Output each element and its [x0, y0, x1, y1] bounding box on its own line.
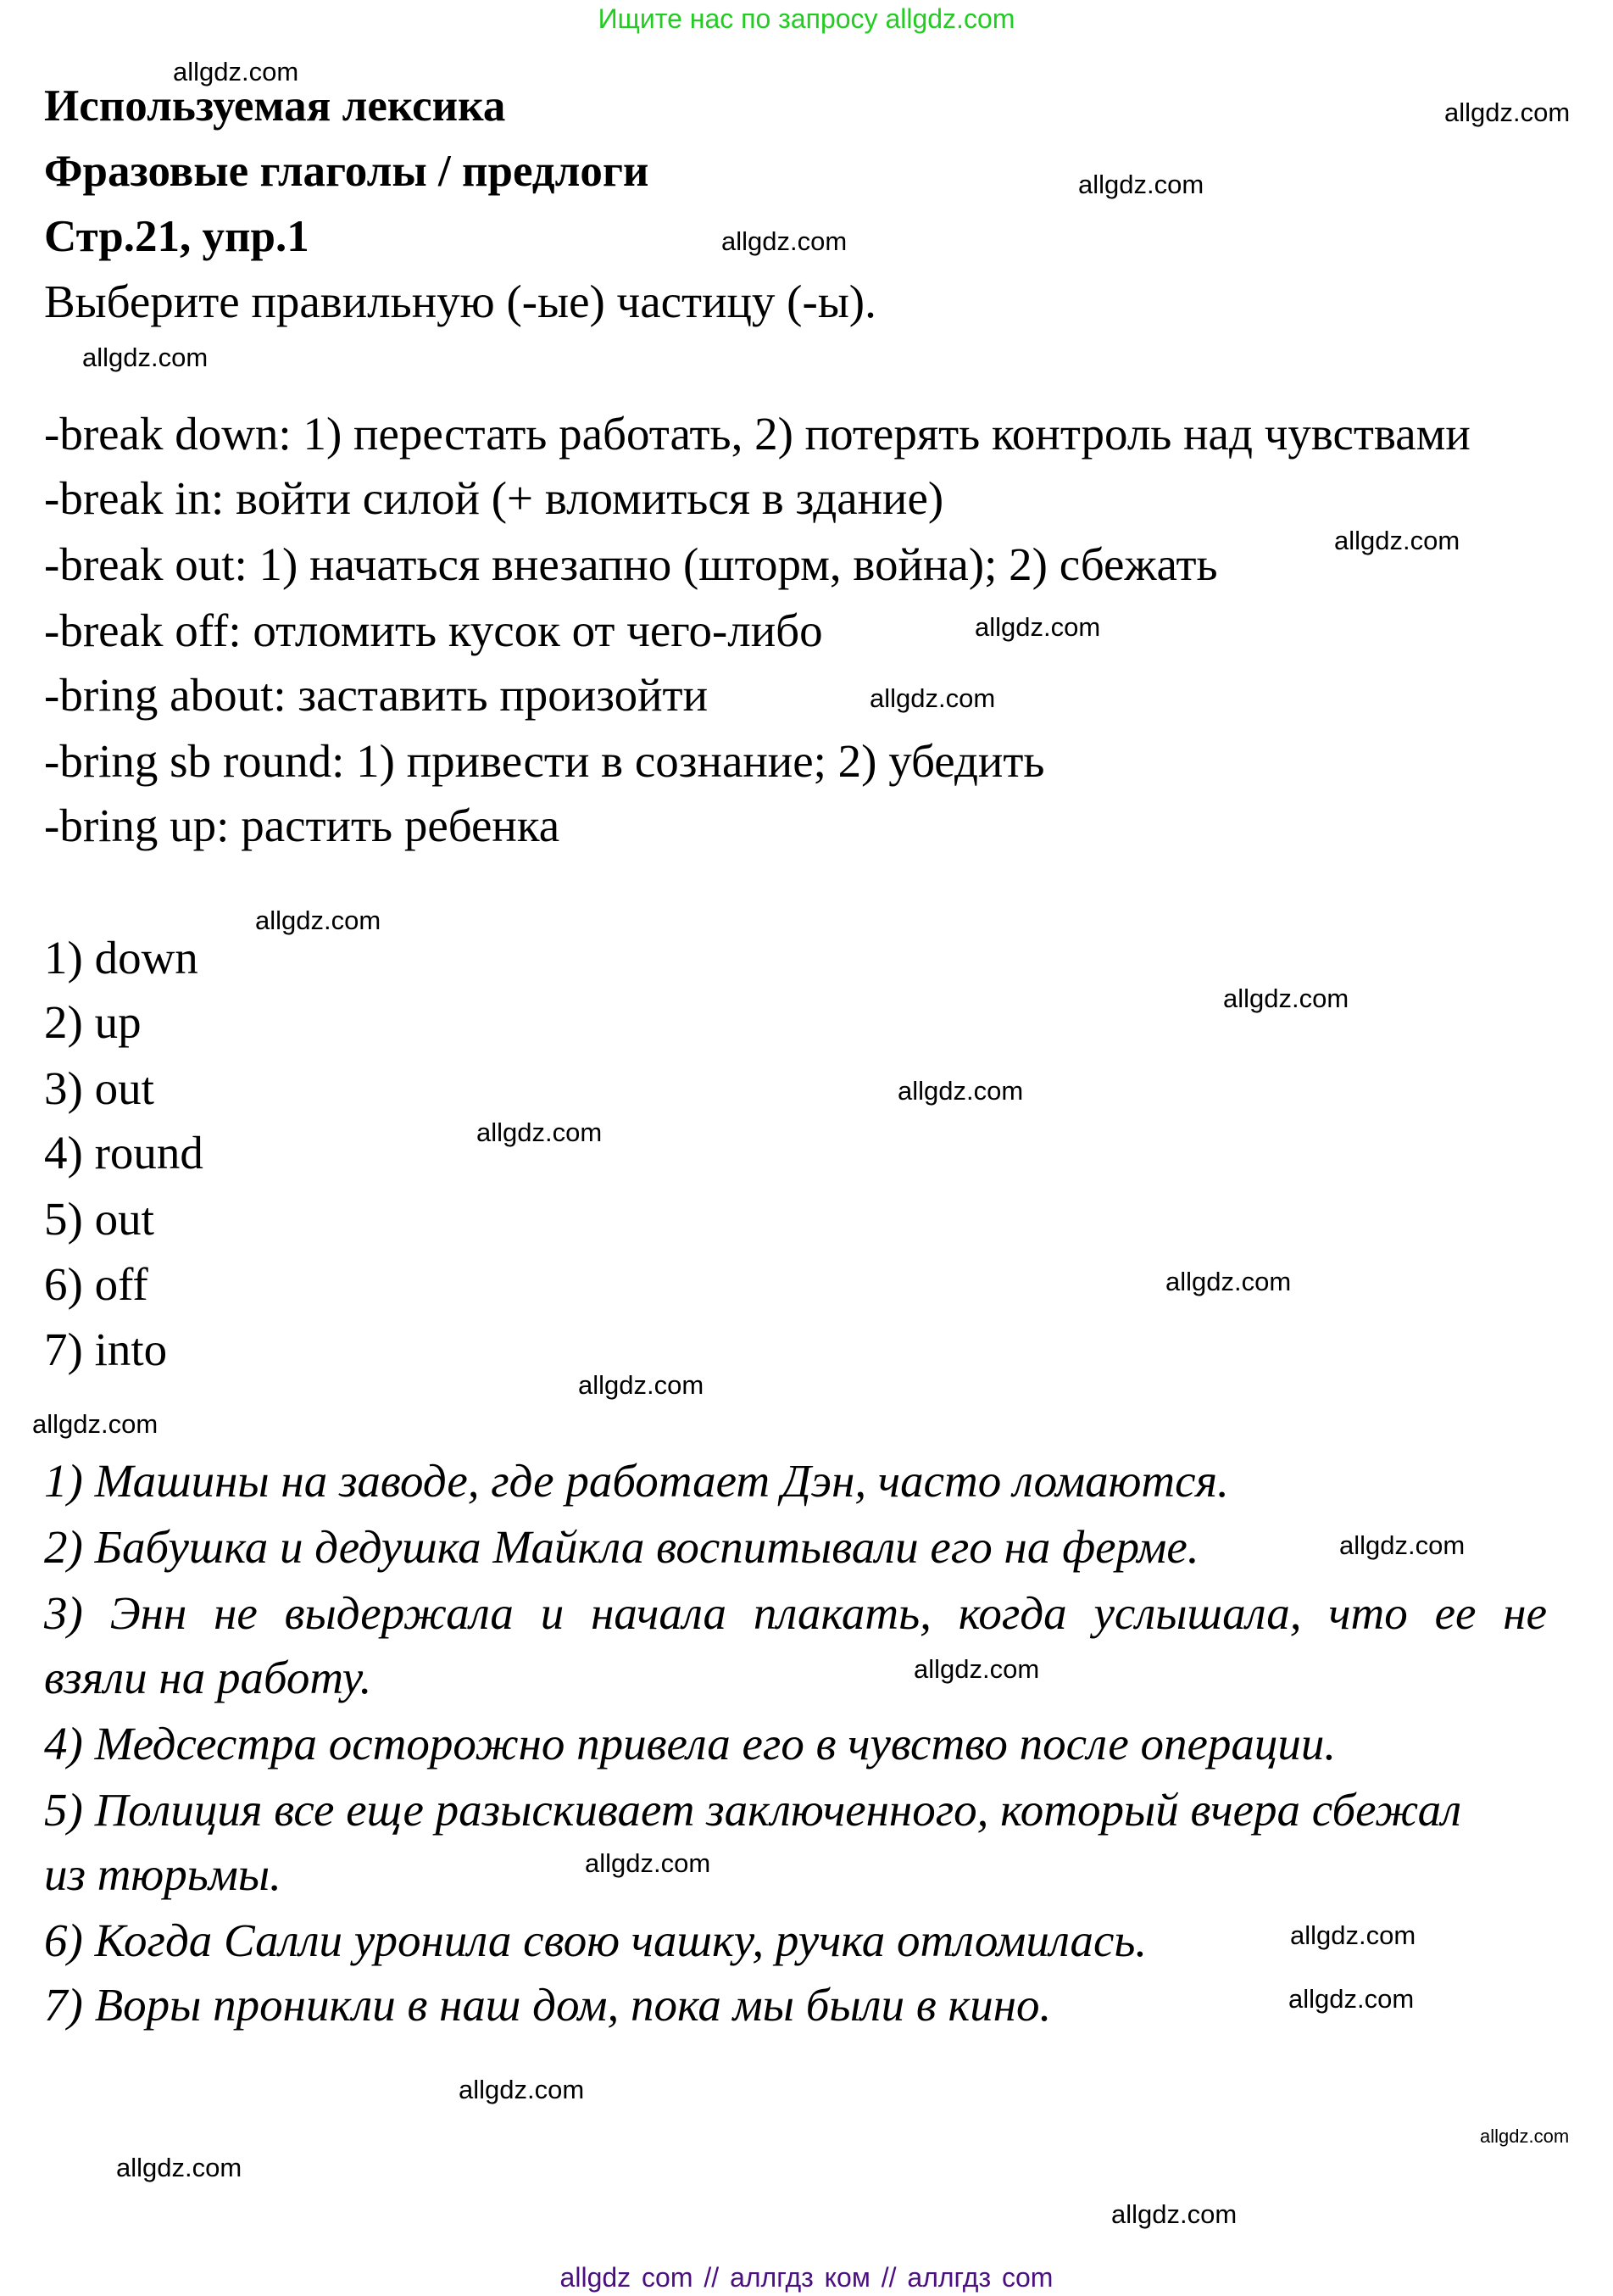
watermark-text: allgdz.com	[459, 2075, 585, 2104]
translation-line: 1) Машины на заводе, где работает Дэн, часто ломаются.	[44, 1455, 1229, 1507]
watermark-text: allgdz.com	[870, 683, 996, 713]
watermark-text: allgdz.com	[578, 1370, 704, 1400]
watermark-text: allgdz.com	[476, 1117, 603, 1147]
watermark-text: allgdz.com	[82, 343, 209, 372]
translation-line: 6) Когда Салли уронила свою чашку, ручка отломилась.	[44, 1914, 1148, 1966]
watermark-text: allgdz.com	[1078, 170, 1204, 199]
watermark-text: allgdz.com	[1290, 1920, 1416, 1950]
heading-vocabulary: Используемая лексика	[44, 81, 506, 131]
answer-item: 5) out	[44, 1193, 154, 1245]
translation-line: из тюрьмы.	[44, 1848, 281, 1900]
definition-item: -break out: 1) начаться внезапно (шторм, война); 2) сбежать	[44, 538, 1218, 590]
watermark-text: allgdz.com	[1111, 2199, 1238, 2229]
watermark-text: allgdz.com	[173, 57, 299, 86]
definition-item: -bring sb round: 1) привести в сознание; 2) убедить	[44, 735, 1045, 787]
watermark-text: allgdz.com	[32, 1409, 159, 1439]
heading-phrasal-verbs: Фразовые глаголы / предлоги	[44, 147, 649, 196]
translation-line: 7) Воры проникли в наш дом, пока мы были в кино.	[44, 1979, 1052, 2031]
watermark-text: allgdz.com	[116, 2153, 242, 2182]
watermark-text: allgdz.com	[1288, 1984, 1415, 2014]
watermark-text: allgdz.com	[1339, 1530, 1466, 1560]
definition-item: -break in: войти силой (+ вломиться в здание)	[44, 472, 944, 524]
answer-item: 1) down	[44, 932, 198, 984]
definition-item: -break off: отломить кусок от чего-либо	[44, 605, 823, 656]
translation-line: 5) Полиция все еще разыскивает заключенного, который вчера сбежал	[44, 1784, 1462, 1836]
translation-line: взяли на работу.	[44, 1652, 372, 1703]
answer-item: 4) round	[44, 1127, 203, 1179]
watermark-text: allgdz.com	[1334, 526, 1460, 555]
watermark-text: allgdz.com	[898, 1076, 1024, 1106]
footer-links: allgdz com // аллгдз ком // аллгдз com	[559, 2262, 1054, 2293]
definition-item: -bring up: растить ребенка	[44, 800, 560, 851]
watermark-text: allgdz.com	[1223, 984, 1349, 1013]
watermark-text: allgdz.com	[975, 612, 1101, 642]
watermark-text: allgdz.com	[914, 1654, 1040, 1684]
translation-line: 2) Бабушка и дедушка Майкла воспитывали его на ферме.	[44, 1521, 1199, 1573]
answer-item: 2) up	[44, 996, 142, 1048]
watermark-text: allgdz.com	[255, 906, 381, 935]
watermark-text: allgdz.com	[721, 226, 848, 256]
instruction: Выберите правильную (-ые) частицу (-ы).	[44, 276, 876, 327]
answer-item: 6) off	[44, 1258, 148, 1310]
definition-item: -bring about: заставить произойти	[44, 669, 708, 721]
translation-line: 3) Энн не выдержала и начала плакать, когда услышала, что ее не	[44, 1587, 1547, 1639]
watermark-text: allgdz.com	[585, 1848, 711, 1878]
top-banner: Ищите нас по запросу allgdz.com	[598, 3, 1015, 34]
answer-item: 3) out	[44, 1062, 154, 1114]
watermark-text: allgdz.com	[1480, 2126, 1570, 2147]
definition-item: -break down: 1) перестать работать, 2) потерять контроль над чувствами	[44, 408, 1471, 460]
translation-line: 4) Медсестра осторожно привела его в чувство после операции.	[44, 1718, 1337, 1769]
watermark-text: allgdz.com	[1165, 1267, 1292, 1296]
answer-item: 7) into	[44, 1324, 168, 1375]
watermark-text: allgdz.com	[1444, 98, 1571, 127]
heading-page-exercise: Стр.21, упр.1	[44, 212, 309, 261]
